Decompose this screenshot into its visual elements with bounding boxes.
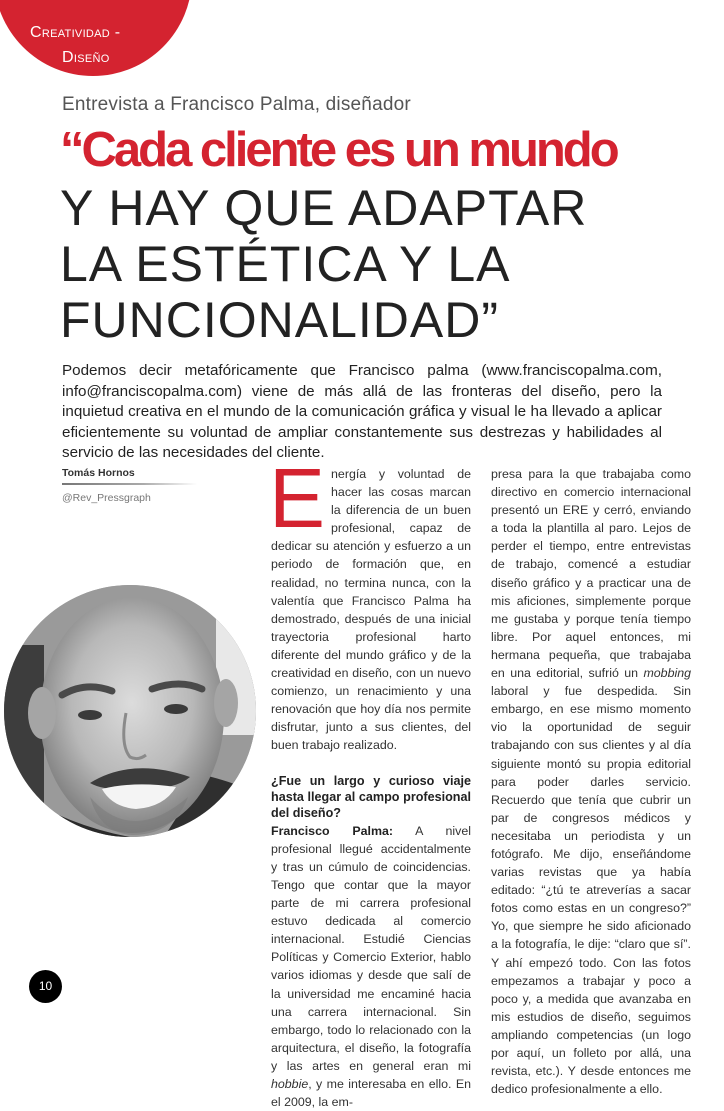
standfirst: Podemos decir metafóricamente que Francisco palma (www.franciscopalma.com, info@franciscopalma.com) viene de más allá de las fronteras del diseño, pero la inquietud creativa en el mundo de la comunicación gráfica y visual le ha llevado a aplicar eficientemente su voluntad de ampliar constantemente sus destrezas y habilidades al servicio de las necesidades del cliente. [62,362,662,461]
author-handle[interactable]: @Rev_Pressgraph [62,492,151,504]
page-number: 10 [29,970,62,1003]
headline-line: LA ESTÉTICA Y LA [60,236,511,292]
intro-paragraph [269,451,471,755]
headline-quote: “Cada cliente es un mundo [60,123,617,177]
speaker-label: Francisco Palma: [271,823,393,838]
answer-continuation [491,465,691,1098]
answer-text: , y me interesaba en ello. En el 2009, la em- [271,1077,471,1110]
article-kicker: Entrevista a Francisco Palma, diseñador [62,94,411,115]
answer-text: presa para la que trabajaba como directivo en comercio internacional presentó un ERE y cerró, enviando a toda la plantilla al paro. Lejos de perder el tiempo, entre entrevistas de trabajo, comencé a estudiar diseño gráfico y a practicar una de mis aficiones, simplemente porque me gustaba y porque tenía tiempo libre. Por aquel entonces, mi hermana pequeña, que trabajaba en una editorial, sufrió un [491,467,691,681]
article-column-2 [491,465,691,1098]
byline-divider [62,483,197,485]
drop-cap: E [269,451,326,545]
section-label [30,20,120,70]
intro-text: nergía y voluntad de hacer las cosas marcan la diferencia de un buen profesional, capaz de dedicar su atención y esfuerzo a un periodo de formación que, en realidad, no termina nunca, con la valentía que Francisco Palma ha demostrado, después de una inicial trayectoria profesional harto diferente del mundo gráfico y de la creatividad en diseño, con un nuevo comienzo, un renacimiento y una renovación que hoy día nos permite disfrutar, junto a sus clientes, del buen trabajo realizado. [271,467,471,753]
headline-continuation [60,180,587,348]
section-label-line2: Diseño [62,49,110,66]
section-label-line1: Creatividad - [30,24,121,41]
answer-paragraph [271,822,471,1111]
byline [62,467,197,504]
author-name: Tomás Hornos [62,467,135,479]
portrait-photo [4,585,256,837]
portrait-illustration [4,585,256,837]
answer-text: A nivel profesional llegué accidentalmente y tras un cúmulo de coincidencias. Tengo que contar que la mayor parte de mi carrera profesional estuvo dedicada al comercio internacional. Estudié Ciencias Políticas y Comercio Exterior, hablo varios idiomas y desde que salí de la universidad me encaminé hacia una carrera internacional. Sin embargo, todo lo relacionado con la arquitectura, el diseño, la fotografía y las artes en general eran mi [271,823,471,1073]
answer-text: laboral y fue despedida. Sin embargo, en ese mismo momento vio la oportunidad de seguir trabajando con sus clientes y al día siguiente montó su propia editorial para poder darles servicio. Recuerdo que tenía que cubrir un par de congresos médicos y necesitaba un periodista y un fotógrafo. Me dijo, enseñándome varias revistas que ya había editado: “¿tú te atreverías a sacar fotos como estas en un congreso?” Yo, que siempre he sido aficionado a la fotografía, le dije: “claro que sí”. Y ahí empezó todo. Con las fotos empezamos a trabajar y poco a poco y, a medida que avanzaba en mis estudios de diseño, seguimos ampliando competencias (un logo por aquí, un folleto por allá, una revista, etc.). Y desde entonces me dedico profesionalmente a ello. [491,684,691,1097]
interview-question: ¿Fue un largo y curioso viaje hasta llegar al campo profesional del diseño? [271,773,471,821]
answer-italic: mobbing [643,666,691,681]
article-column-1 [269,451,471,1111]
headline-line: Y HAY QUE ADAPTAR [60,180,588,236]
headline-line: FUNCIONALIDAD” [60,292,500,348]
answer-italic: hobbie [271,1077,309,1092]
